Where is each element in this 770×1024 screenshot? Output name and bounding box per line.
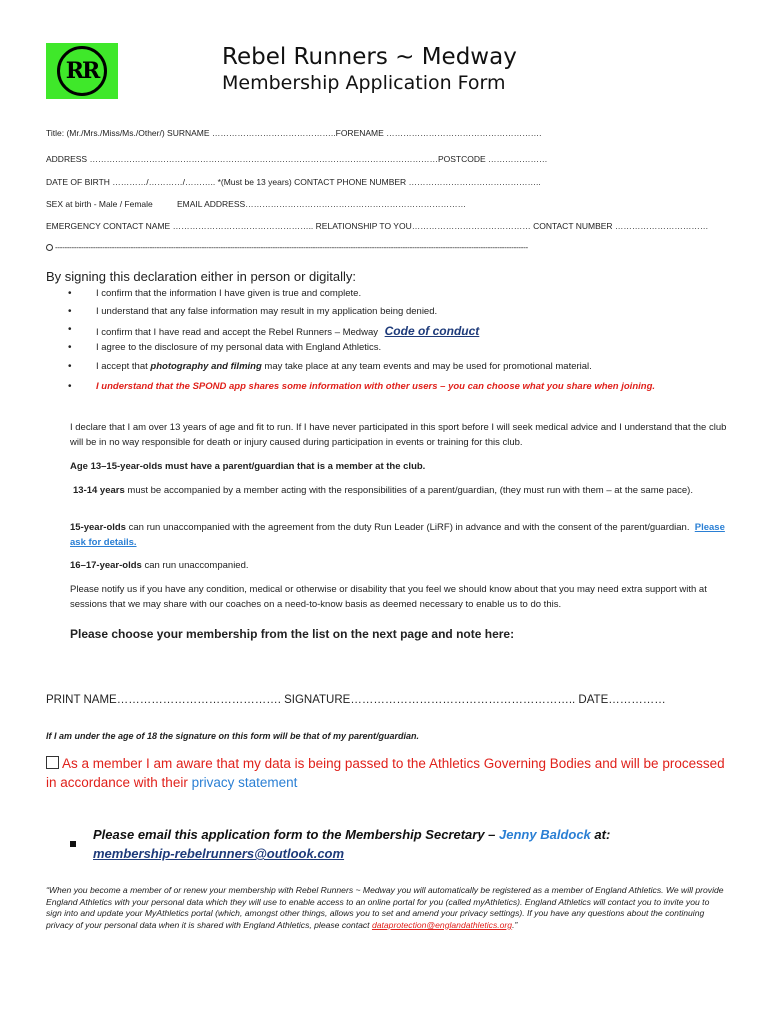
square-bullet-icon [70,834,82,846]
name-fields-line[interactable]: Title: (Mr./Mrs./Miss/Ms./Other/) SURNAME ……………………………………..FORENAME ………………………………………………. [46,128,542,138]
secretary-name: Jenny Baldock [499,827,591,842]
address-fields-line[interactable]: ADDRESS ……………………………………………………………………………………………………………POSTCODE ………………… [46,154,548,164]
age-16-17-rule: 16–17-year-olds can run unaccompanied. [70,560,249,571]
age-13-14-rule: 13-14 years must be accompanied by a member acting with the responsibilities of a parent/guardian, (they must run with them – at the same pace). [73,485,693,496]
sex-field[interactable]: SEX at birth - Male / Female [46,199,153,209]
medical-notice: Please notify us if you have any condition, medical or otherwise or disability that you feel we should know about that you may need extra support with at sessions that we may share with our coaches on a need-to-know basis as deemed necessary to enable us to do this. [70,584,707,610]
separator-line: -------------------------------------------------------------------------------------------------------------------------------------------------------------------------------------------------------- [46,243,528,252]
declaration-list [62,288,742,399]
age-heading: Age 13–15-year-olds must have a parent/guardian that is a member at the club. [70,461,426,472]
privacy-statement-link[interactable]: privacy statement [191,775,298,790]
list-item: • I accept that photography and filming may take place at any team events and may be used for promotional material. [68,361,592,372]
signature-line[interactable]: PRINT NAME……………………………………. SIGNATURE………………………………………………….. DATE…………… [46,694,666,706]
list-item: • I agree to the disclosure of my personal data with England Athletics. [68,342,382,353]
club-logo [46,43,118,99]
data-consent: As a member I am aware that my data is being passed to the Athletics Governing Bodies and will be processed in accordance with their privacy statement [46,756,725,790]
list-item: • I understand that the SPOND app shares some information with other users – you can choose what you share when joining. [68,381,656,392]
list-item: • I understand that any false information may result in my application being denied. [68,306,438,317]
declaration-paragraph: I declare that I am over 13 years of age and fit to run. If I have never participated in this sport before I will seek medical advice and I understand that the club will be in no way responsible for death or injury caused during participation in events or training for this club. [70,422,727,448]
consent-checkbox[interactable] [46,756,59,769]
circle-icon [46,244,53,251]
membership-choice-heading: Please choose your membership from the list on the next page and note here: [70,627,515,641]
dataprotection-email-link[interactable]: dataprotection@englandathletics.org [371,919,513,930]
page-title: Rebel Runners ~ Medway [222,44,517,70]
page-subtitle: Membership Application Form [222,72,506,94]
signature-note: If I am under the age of 18 the signature on this form will be that of my parent/guardian. [46,731,420,741]
list-item: • I confirm that the information I have given is true and complete. [68,288,362,299]
list-item: • I confirm that I have read and accept the Rebel Runners – Medway Code of conduct [68,324,480,338]
logo-emblem: RR [57,46,107,96]
dob-phone-line[interactable]: DATE OF BIRTH …………/…………/……….. *(Must be 13 years) CONTACT PHONE NUMBER ……………………………………….. [46,177,541,187]
membership-email-link[interactable]: membership-rebelrunners@outlook.com [93,846,345,861]
england-athletics-notice: “When you become a member of or renew your membership with Rebel Runners ~ Medway you will automatically be registered as a member of England Athletics. We will provide England Athletics with your personal data which they will use to enable access to an online portal for you (called myAthletics). England Athletics will contact you to invite you to sign into and update your MyAthletics portal (which, amongst other things, allows you to set and amend your privacy settings). If you have any questions about the continuing privacy of your personal data when it is shared with England Athletics, please contact dataprotection@englandathletics.org.” [46,885,724,930]
emergency-contact-line[interactable]: EMERGENCY CONTACT NAME ………………………………………….. RELATIONSHIP TO YOU…………………………………… CONTACT NUMBER …………………………… [46,221,709,231]
email-field[interactable]: EMAIL ADDRESS…………………………………………………………………… [177,199,467,209]
code-of-conduct-link[interactable]: Code of conduct [384,324,480,338]
declaration-heading: By signing this declaration either in person or digitally: [46,269,357,284]
email-instruction: Please email this application form to the Membership Secretary – Jenny Baldock at: membership-rebelrunners@outlook.com [93,827,611,861]
age-15-rule: 15-year-olds can run unaccompanied with the agreement from the duty Run Leader (LiRF) in advance and with the consent of the parent/guardian. Please ask for details. [70,522,725,548]
ask-details-link[interactable]: Please ask for details. [70,522,725,548]
